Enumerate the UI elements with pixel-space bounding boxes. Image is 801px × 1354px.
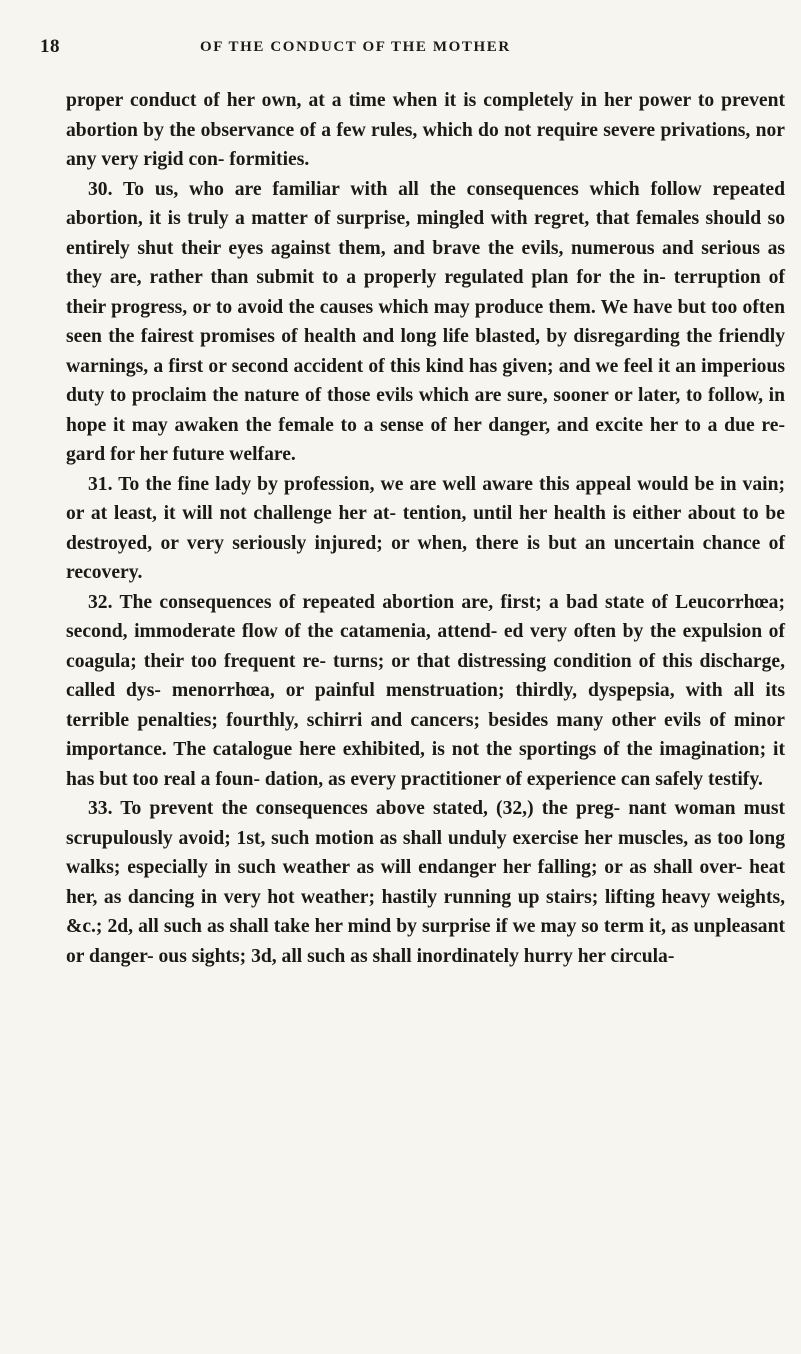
paragraph-text: To prevent the consequences above stated, (32,) the preg- nant woman must scrupulously avoid; 1st, such motion as shall unduly exercise her muscles, as too long walks; especially in such weather as will endanger her falling; or as shall over- heat her, as dancing in very hot weather; hastily running up stairs; lifting heavy weights, &c.; 2d, all such as shall take her mind by surprise if we may so term it, as unpleasant or danger- ous sights; 3d, all such as shall inordinately hurry her circula- [66,798,785,967]
body-text [66,86,785,971]
running-head: OF THE CONDUCT OF THE MOTHER [200,39,511,55]
paragraph-text: To the fine lady by profession, we are well aware this appeal would be in vain; or at least, it will not challenge her at- tention, until her health is either about to be destroyed, or very seriously injured; or when, there is but an uncertain chance of recovery. [66,473,785,583]
paragraph-text: proper conduct of her own, at a time when it is completely in her power to prevent abortion by the observance of a few rules, which do not require severe privations, nor any very rigid con- formities. [66,90,785,170]
page-header [40,36,741,62]
page-number: 18 [40,36,60,57]
paragraph-text: To us, who are familiar with all the consequences which follow repeated abortion, it is truly a matter of surprise, mingled with regret, that females should so entirely shut their eyes against them, and brave the evils, numerous and serious as they are, rather than submit to a properly regulated plan for the in- terruption of their progress, or to avoid the causes which may produce them. We have but too often seen the fairest promises of health and long life blasted, by disregarding the friendly warnings, a first or second accident of this kind has given; and we feel it an imperious duty to proclaim the nature of those evils which are sure, sooner or later, to follow, in hope it may awaken the female to a sense of her danger, and excite her to a due re- gard for her future welfare. [66,178,785,465]
paragraph-33 [66,794,785,971]
paragraph-number: 30. [88,178,113,200]
paragraph-continuation [66,86,785,175]
paragraph-32 [66,588,785,795]
paragraph-30 [66,175,785,470]
paragraph-number: 32. [88,591,113,613]
paragraph-31 [66,470,785,588]
paragraph-text: The consequences of repeated abortion are, first; a bad state of Leucorrhœa; second, immoderate flow of the catamenia, attend- ed very often by the expulsion of coagula; their too frequent re- turns; or that distressing condition of this discharge, called dys- menorrhœa, or painful menstruation; thirdly, dyspepsia, with all its terrible penalties; fourthly, schirri and cancers; besides many other evils of minor importance. The catalogue here exhibited, is not the sportings of the imagination; it has but too real a foun- dation, as every practitioner of experience can safely testify. [66,591,785,790]
paragraph-number: 33. [88,798,113,819]
paragraph-number: 31. [88,473,113,495]
